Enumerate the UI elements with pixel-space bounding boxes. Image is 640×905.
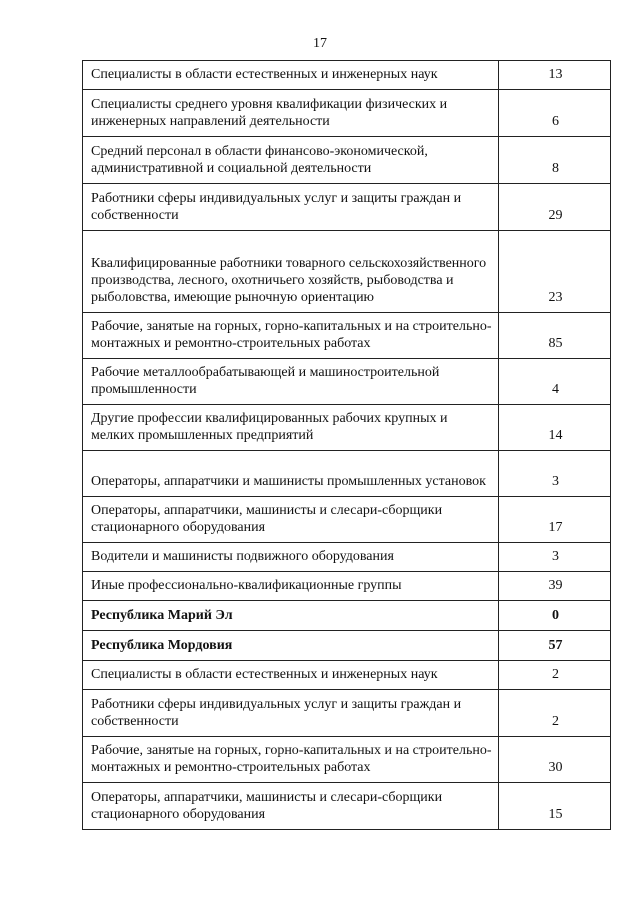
row-value: 14 [499,405,611,451]
row-label: Специалисты в области естественных и инженерных наук [83,661,499,690]
table-row [83,572,611,601]
row-value: 2 [499,690,611,737]
row-value: 3 [499,543,611,572]
row-value: 39 [499,572,611,601]
row-label: Операторы, аппаратчики, машинисты и слесари-сборщики стационарного оборудования [83,497,499,543]
table-row [83,90,611,137]
table-row [83,231,611,313]
row-value: 0 [499,601,611,631]
table-row [83,137,611,184]
row-label: Квалифицированные работники товарного сельскохозяйственного производства, лесного, охотничьего хозяйств, рыбоводства и рыболовства, имеющие рыночную ориентацию [83,231,499,313]
table-row [83,405,611,451]
row-value: 85 [499,313,611,359]
row-value: 57 [499,631,611,661]
row-value: 2 [499,661,611,690]
row-label: Республика Марий Эл [83,601,499,631]
table-row-region [83,601,611,631]
page-number: 17 [313,36,327,51]
row-label: Специалисты среднего уровня квалификации физических и инженерных направлений деятельности [83,90,499,137]
row-label: Рабочие, занятые на горных, горно-капитальных и на строительно-монтажных и ремонтно-строительных работах [83,737,499,783]
table-row [83,61,611,90]
row-value: 30 [499,737,611,783]
row-label: Специалисты в области естественных и инженерных наук [83,61,499,90]
row-label: Другие профессии квалифицированных рабочих крупных и мелких промышленных предприятий [83,405,499,451]
table-row [83,184,611,231]
row-label: Иные профессионально-квалификационные группы [83,572,499,601]
row-label: Водители и машинисты подвижного оборудования [83,543,499,572]
table-row [83,783,611,830]
table-row [83,690,611,737]
row-label: Средний персонал в области финансово-экономической, административной и социальной деятельности [83,137,499,184]
row-label: Рабочие, занятые на горных, горно-капитальных и на строительно-монтажных и ремонтно-строительных работах [83,313,499,359]
row-value: 15 [499,783,611,830]
row-label: Рабочие металлообрабатывающей и машиностроительной промышленности [83,359,499,405]
row-label: Операторы, аппаратчики и машинисты промышленных установок [83,451,499,497]
row-value: 6 [499,90,611,137]
row-value: 3 [499,451,611,497]
row-label: Работники сферы индивидуальных услуг и защиты граждан и собственности [83,690,499,737]
row-label: Операторы, аппаратчики, машинисты и слесари-сборщики стационарного оборудования [83,783,499,830]
table-row [83,497,611,543]
table-row [83,451,611,497]
table-body [83,61,611,830]
table-row [83,661,611,690]
row-value: 4 [499,359,611,405]
row-label: Работники сферы индивидуальных услуг и защиты граждан и собственности [83,184,499,231]
table-row [83,313,611,359]
table-row [83,737,611,783]
table-row-region [83,631,611,661]
row-value: 29 [499,184,611,231]
row-value: 8 [499,137,611,184]
data-table [82,60,611,830]
row-value: 13 [499,61,611,90]
row-value: 17 [499,497,611,543]
table-row [83,543,611,572]
row-value: 23 [499,231,611,313]
row-label: Республика Мордовия [83,631,499,661]
table-row [83,359,611,405]
